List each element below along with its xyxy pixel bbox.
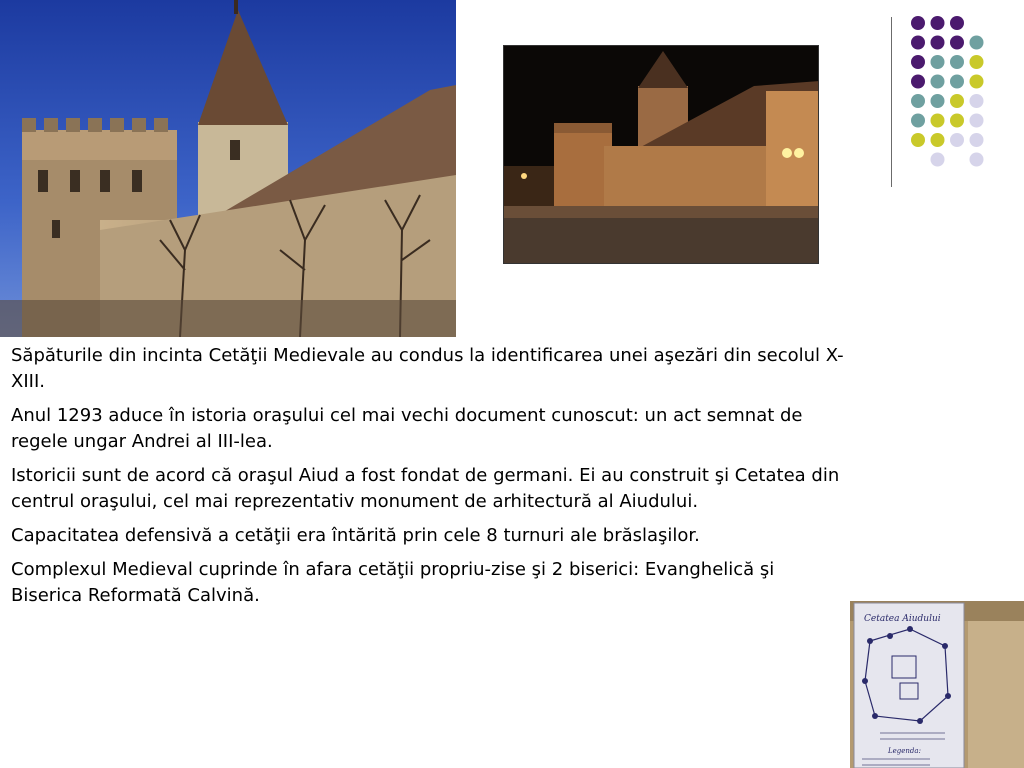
decorative-dot [950, 94, 964, 108]
decorative-dot [970, 114, 984, 128]
decorative-dot [911, 114, 925, 128]
decorative-dot [970, 55, 984, 69]
decorative-dot [931, 16, 945, 30]
body-text [11, 343, 851, 617]
decorative-dot [950, 133, 964, 147]
decorative-dot [931, 75, 945, 89]
decorative-dot [950, 36, 964, 50]
decorative-dot [950, 114, 964, 128]
decorative-dot [931, 153, 945, 167]
decorative-dot [970, 75, 984, 89]
decorative-dot [970, 36, 984, 50]
decorative-dot [911, 55, 925, 69]
castle-night-photo [503, 45, 819, 264]
decorative-dot-grid [905, 10, 1015, 170]
paragraph-excavations: Săpăturile din incinta Cetăţii Medievale au condus la identificarea unei aşezări din secolul X-XIII. [11, 345, 844, 392]
decorative-dot [950, 75, 964, 89]
decorative-dot [931, 114, 945, 128]
decorative-dot [970, 133, 984, 147]
paragraph-founding: Istoricii sunt de acord că oraşul Aiud a fost fondat de germani. Ei au construit şi Cetatea din centrul oraşului, cel mai reprezentativ monument de arhitectură al Aiudului. [11, 465, 840, 512]
decorative-dot [931, 36, 945, 50]
fortress-map-sign-photo [850, 601, 1024, 768]
decorative-dot [950, 16, 964, 30]
paragraph-churches: Complexul Medieval cuprinde în afara cetăţii propriu-zise şi 2 biserici: Evanghelică şi Biserica Reformată Calvină. [11, 559, 775, 606]
decorative-dot [970, 94, 984, 108]
decorative-dot [931, 133, 945, 147]
decorative-dot [950, 55, 964, 69]
decorative-dot [911, 94, 925, 108]
paragraph-defense-towers: Capacitatea defensivă a cetăţii era întărită prin cele 8 turnuri ale brăslaşilor. [11, 525, 700, 546]
map-sign-title: Cetatea Aiudului [864, 614, 941, 624]
vertical-divider [891, 17, 892, 187]
map-legend-heading: Legenda: [888, 747, 921, 755]
paragraph-1293-document: Anul 1293 aduce în istoria oraşului cel mai vechi document cunoscut: un act semnat de regele ungar Andrei al III-lea. [11, 405, 803, 452]
decorative-dot [911, 36, 925, 50]
decorative-dot [970, 153, 984, 167]
decorative-dot [911, 75, 925, 89]
castle-day-photo [0, 0, 456, 337]
decorative-dot [931, 94, 945, 108]
decorative-dot [911, 16, 925, 30]
decorative-dot [911, 133, 925, 147]
decorative-dot [931, 55, 945, 69]
